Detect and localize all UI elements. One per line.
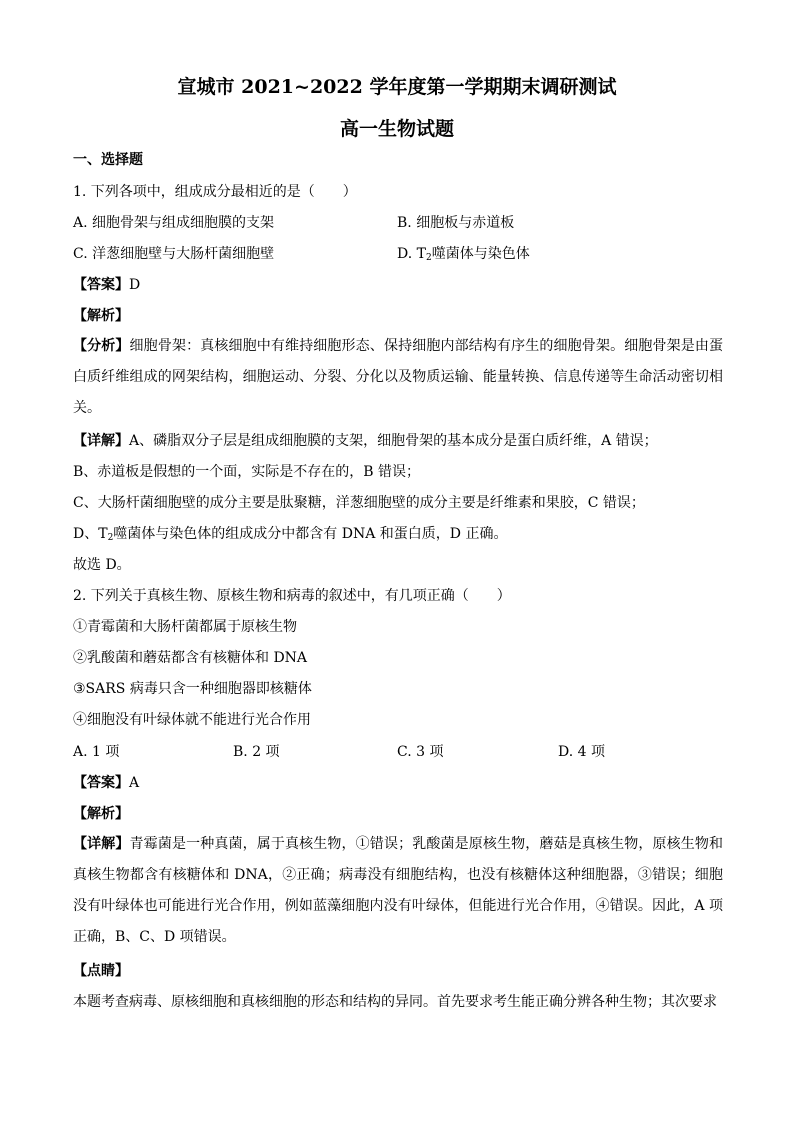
q2-detail: 【详解】青霉菌是一种真菌，属于真核生物，①错误；乳酸菌是原核生物，蘑菇是真核生物，原核生物和真核生物都含有核糖体和 DNA，②正确；病毒没有细胞结构，也没有核糖体这种细胞器，③错误；细胞没有叶绿体也可能进行光合作用，例如蓝藻细胞内没有叶绿体，但能进行光合作用，④错误。因此，A 项正确，B、C、D 项错误。 xyxy=(73,836,724,945)
q1-option-a: A. 细胞骨架与组成细胞膜的支架 xyxy=(73,215,275,231)
q1-stem: 1. 下列各项中，组成成分最相近的是（ ） xyxy=(73,184,357,200)
exam-subtitle: 高一生物试题 xyxy=(339,118,454,140)
q2-stem: 2. 下列关于真核生物、原核生物和病毒的叙述中，有几项正确（ ） xyxy=(73,588,511,604)
q2-answer: 【答案】A xyxy=(73,775,140,791)
q2-analysis-tag: 【解析】 xyxy=(73,806,129,822)
q2-dianjing-tag: 【点睛】 xyxy=(73,963,129,979)
q2-item-3: ③SARS 病毒只含一种细胞器即核糖体 xyxy=(73,681,312,697)
q2-option-b: B. 2 项 xyxy=(233,744,280,760)
q1-detail-d: D、$T_2$噬菌体与染色体的组成成分中都含有 DNA 和蛋白质，D 正确。 xyxy=(73,526,508,543)
q2-item-2: ②乳酸菌和蘑菇都含有核糖体和 DNA xyxy=(73,650,308,666)
q1-option-d: D. $T_2$噬菌体与染色体 xyxy=(397,246,530,263)
q2-item-4: ④细胞没有叶绿体就不能进行光合作用 xyxy=(73,712,311,728)
q1-detail-a: 【详解】A、磷脂双分子层是组成细胞膜的支架，细胞骨架的基本成分是蛋白质纤维，A 错误； xyxy=(73,433,658,449)
q1-fenxi: 【分析】细胞骨架：真核细胞中有维持细胞形态、保持细胞内部结构有序生的细胞骨架。细胞骨架是由蛋白质纤维组成的网架结构，细胞运动、分裂、分化以及物质运输、能量转换、信息传递等生命活动密切相关。 xyxy=(73,338,724,416)
q2-dianjing: 本题考查病毒、原核细胞和真核细胞的形态和结构的异同。首先要求考生能正确分辨各种生物；其次要求 xyxy=(73,994,717,1010)
q2-option-d: D. 4 项 xyxy=(558,744,605,760)
q1-conclusion: 故选 D。 xyxy=(73,557,131,573)
q2-option-a: A. 1 项 xyxy=(73,744,120,760)
q1-detail-c: C、大肠杆菌细胞壁的成分主要是肽聚糖，洋葱细胞壁的成分主要是纤维素和果胶，C 错误； xyxy=(73,495,645,511)
q1-answer: 【答案】D xyxy=(73,277,141,293)
section-heading: 一、选择题 xyxy=(73,152,143,168)
q2-option-c: C. 3 项 xyxy=(397,744,444,760)
q1-option-b: B. 细胞板与赤道板 xyxy=(397,215,515,231)
q2-item-1: ①青霉菌和大肠杆菌都属于原核生物 xyxy=(73,619,297,635)
exam-title: 宣城市 2021~2022 学年度第一学期期末调研测试 xyxy=(177,76,617,98)
q1-detail-b: B、赤道板是假想的一个面，实际是不存在的，B 错误； xyxy=(73,464,421,480)
q1-option-c: C. 洋葱细胞壁与大肠杆菌细胞壁 xyxy=(73,246,275,262)
q1-analysis-tag: 【解析】 xyxy=(73,308,129,324)
